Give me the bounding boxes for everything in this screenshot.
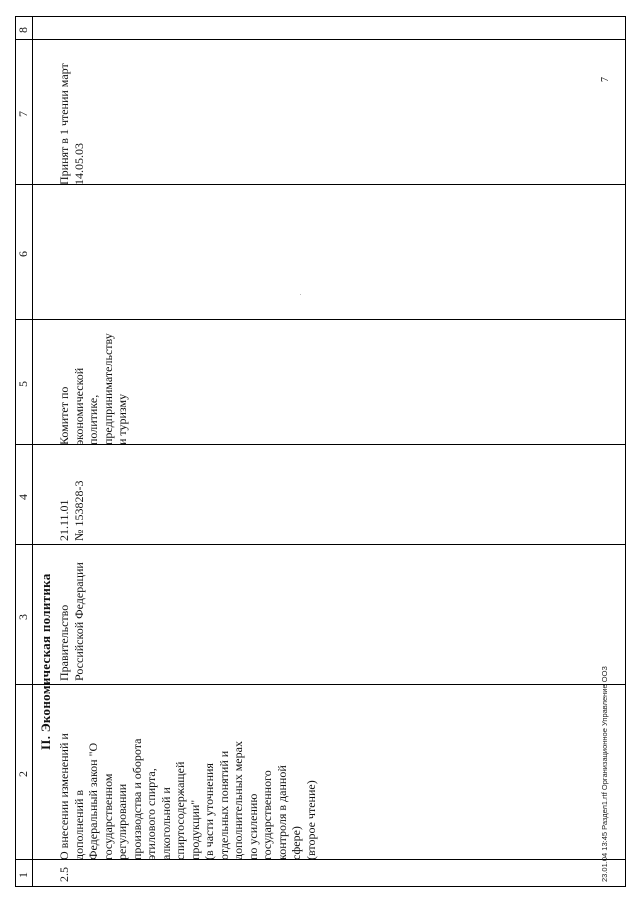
print-stamp: 23.01.04 13:45 Раздел1.rtf Организационное Управление ООЗ <box>600 666 609 882</box>
column-border <box>15 184 626 185</box>
column-border <box>15 544 626 545</box>
column-border <box>15 16 626 17</box>
row-status: Принят в 1 чтении март 14.05.03 <box>57 63 86 185</box>
column-number-6: 6 <box>16 251 30 257</box>
column-number-7: 7 <box>16 111 30 117</box>
scan-artifact <box>300 294 301 295</box>
column-number-4: 4 <box>16 494 30 500</box>
column-border <box>15 39 626 40</box>
column-number-1: 1 <box>16 872 30 878</box>
row-committee: Комитет по экономической политике, предпринимательству и туризму <box>57 333 129 445</box>
section-title: II. Экономическая политика <box>38 573 53 750</box>
column-number-3: 3 <box>16 614 30 620</box>
column-number-5: 5 <box>16 381 30 387</box>
row-date-number: 21.11.01 № 153828-3 <box>57 480 86 541</box>
table-bottom-border <box>625 17 626 887</box>
header-row-border <box>32 17 33 887</box>
row-initiator: Правительство Российской Федерации <box>57 562 86 681</box>
row-number: 2.5 <box>57 867 71 882</box>
row-title: О внесении изменений и дополнений в Федеральный закон "О государственном регулировании производства и оборота этилового спирта, алкогольной и спиртосодержащей продукции" (в части уточнения отдельных понятий и дополнительных мерах по усилению государственного контроля в данной сфере) (второе чтение) <box>57 733 318 860</box>
column-number-8: 8 <box>16 27 30 33</box>
column-number-2: 2 <box>16 771 30 777</box>
table-top-border <box>15 17 16 887</box>
page-number: 7 <box>600 77 611 82</box>
column-border <box>15 886 626 887</box>
